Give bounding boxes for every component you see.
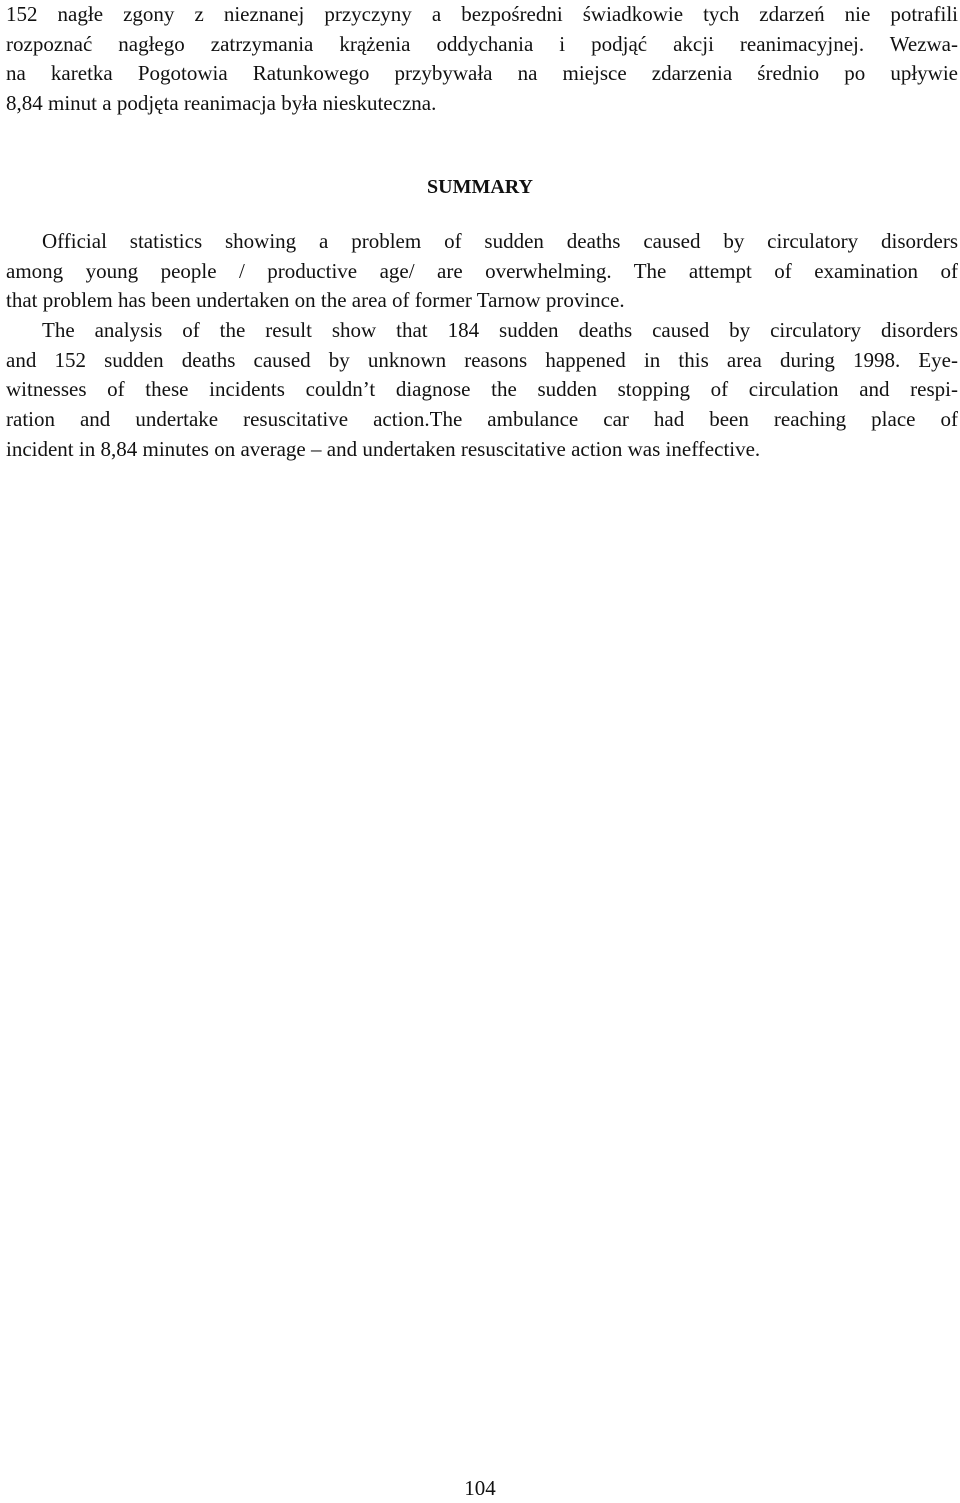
summary-paragraph [6,227,958,465]
summary-line-3: that problem has been undertaken on the area of former Tarnow province. [6,288,625,313]
summary-line-2: among young people / productive age/ are overwhelming. The attempt of examination of [6,258,958,283]
polish-line-4: 8,84 minut a podjęta reanimacja była nieskuteczna. [6,91,437,116]
summary-line-1: Official statistics showing a problem of sudden deaths caused by circulatory disorders [42,229,958,253]
page-number: 104 [464,1476,496,1500]
polish-paragraph [6,0,958,119]
summary-line-8: incident in 8,84 minutes on average – and undertaken resuscitative action was ineffective. [6,436,761,461]
summary-line-6: witnesses of these incidents couldn’t diagnose the sudden stopping of circulation and respi- [6,377,958,402]
summary-line-4: The analysis of the result show that 184 sudden deaths caused by circulatory disorders [42,318,958,343]
summary-line-5: and 152 sudden deaths caused by unknown reasons happened in this area during 1998. Eye- [6,347,958,372]
polish-line-1: 152 nagłe zgony z nieznanej przyczyny a bezpośredni świadkowie tych zdarzeń nie potrafili [6,2,958,26]
summary-line-7: ration and undertake resuscitative action.The ambulance car had been reaching place of [6,407,958,432]
polish-line-2: rozpoznać nagłego zatrzymania krążenia oddychania i podjąć akcji reanimacyjnej. Wezwa- [6,31,958,56]
summary-heading: SUMMARY [427,176,533,198]
polish-line-3: na karetka Pogotowia Ratunkowego przybywała na miejsce zdarzenia średnio po upływie [6,61,958,86]
